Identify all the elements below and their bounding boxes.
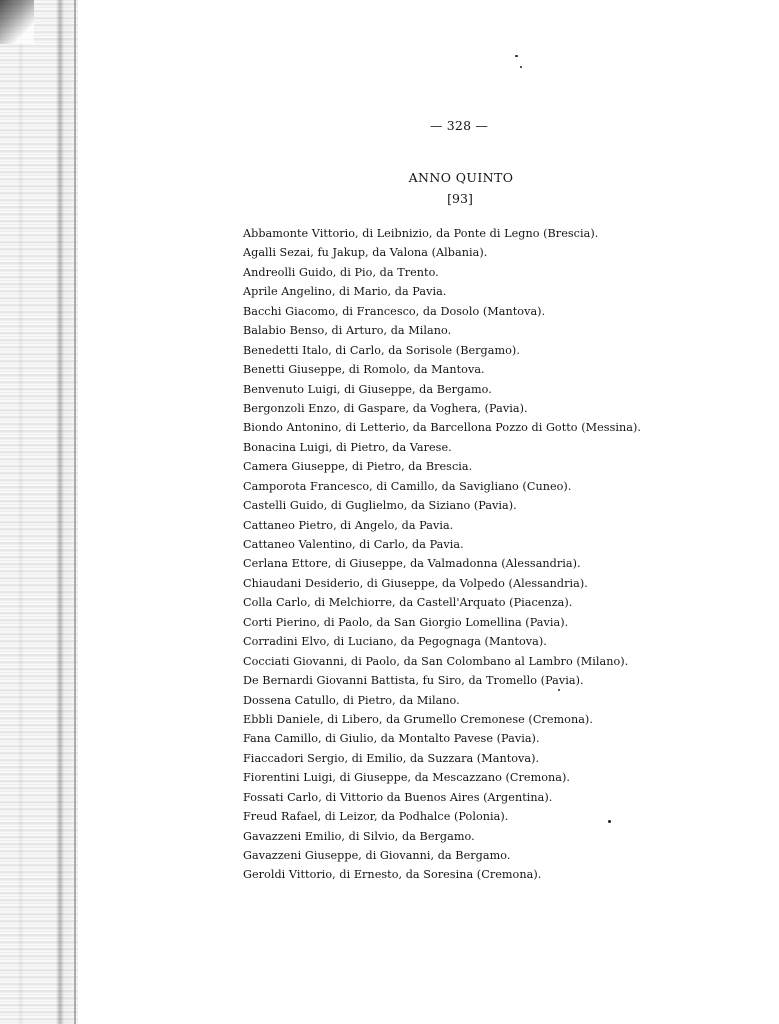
student-entry: Castelli Guido, di Guglielmo, da Siziano (Pavia). xyxy=(243,499,517,513)
page-number: — 328 — xyxy=(429,118,489,133)
student-entry: Aprile Angelino, di Mario, da Pavia. xyxy=(243,285,447,299)
student-entry: Benedetti Italo, di Carlo, da Sorisole (Bergamo). xyxy=(243,343,520,357)
student-entry: Freud Rafael, di Leizor, da Podhalce (Polonia). xyxy=(243,810,509,824)
student-entry: Corti Pierino, di Paolo, da San Giorgio Lomellina (Pavia). xyxy=(243,615,569,629)
student-entry: Gavazzeni Emilio, di Silvio, da Bergamo. xyxy=(243,829,475,843)
student-entry: Benvenuto Luigi, di Giuseppe, da Bergamo. xyxy=(243,382,492,396)
student-list xyxy=(243,224,763,885)
student-entry: Bergonzoli Enzo, di Gaspare, da Voghera, (Pavia). xyxy=(243,401,528,415)
student-entry: Fossati Carlo, di Vittorio da Buenos Aires (Argentina). xyxy=(243,790,553,804)
student-entry: Benetti Giuseppe, di Romolo, da Mantova. xyxy=(243,363,485,377)
student-entry: Camporota Francesco, di Camillo, da Savigliano (Cuneo). xyxy=(243,479,572,493)
student-entry: Dossena Catullo, di Pietro, da Milano. xyxy=(243,693,460,707)
student-entry: Cattaneo Valentino, di Carlo, da Pavia. xyxy=(243,538,464,551)
student-entry: Abbamonte Vittorio, di Leibnizio, da Ponte di Legno (Brescia). xyxy=(243,227,599,240)
student-entry: Balabio Benso, di Arturo, da Milano. xyxy=(243,324,452,338)
student-entry: Fana Camillo, di Giulio, da Montalto Pavese (Pavia). xyxy=(243,732,540,746)
section-heading: ANNO QUINTO xyxy=(408,170,514,185)
student-entry: Camera Giuseppe, di Pietro, da Brescia. xyxy=(243,460,473,474)
student-entry: Agalli Sezai, fu Jakup, da Valona (Albania). xyxy=(243,246,488,260)
student-entry: Biondo Antonino, di Letterio, da Barcellona Pozzo di Gotto (Messina). xyxy=(243,421,641,435)
student-entry: Corradini Elvo, di Luciano, da Pegognaga (Mantova). xyxy=(243,635,547,649)
student-entry: De Bernardi Giovanni Battista, fu Siro, da Tromello (Pavia). xyxy=(243,674,584,688)
student-entry: Andreolli Guido, di Pio, da Trento. xyxy=(243,265,439,279)
scan-speck xyxy=(515,55,518,57)
student-entry: Gavazzeni Giuseppe, di Giovanni, da Bergamo. xyxy=(243,849,511,862)
student-entry: Fiorentini Luigi, di Giuseppe, da Mescazzano (Cremona). xyxy=(243,771,571,785)
student-entry: Cocciati Giovanni, di Paolo, da San Colombano al Lambro (Milano). xyxy=(243,654,629,668)
student-entry: Cattaneo Pietro, di Angelo, da Pavia. xyxy=(243,518,454,532)
student-entry: Chiaudani Desiderio, di Giuseppe, da Volpedo (Alessandria). xyxy=(243,576,588,590)
student-entry: Cerlana Ettore, di Giuseppe, da Valmadonna (Alessandria). xyxy=(243,557,581,571)
student-entry: Ebbli Daniele, di Libero, da Grumello Cremonese (Cremona). xyxy=(243,712,593,726)
student-entry: Bacchi Giacomo, di Francesco, da Dosolo (Mantova). xyxy=(243,304,546,318)
student-entry: Bonacina Luigi, di Pietro, da Varese. xyxy=(243,440,452,454)
section-count: [93] xyxy=(447,191,473,206)
scan-speck xyxy=(520,66,522,68)
scanned-binding-edge xyxy=(0,0,78,1024)
student-entry: Colla Carlo, di Melchiorre, da Castell'Arquato (Piacenza). xyxy=(243,596,573,610)
student-entry: Geroldi Vittorio, di Ernesto, da Soresina (Cremona). xyxy=(243,868,542,882)
student-entry: Fiaccadori Sergio, di Emilio, da Suzzara (Mantova). xyxy=(243,751,540,765)
